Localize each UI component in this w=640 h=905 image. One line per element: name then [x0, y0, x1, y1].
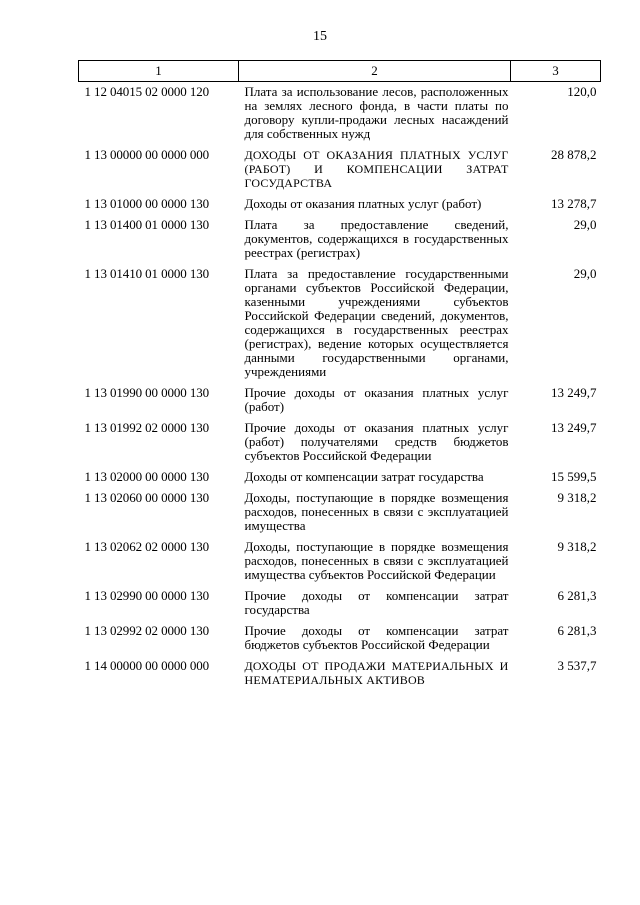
column-header-name: 2	[239, 61, 511, 82]
revenue-code: 1 13 01000 00 0000 130	[84, 196, 210, 211]
table-row	[79, 487, 601, 536]
revenue-code: 1 13 02990 00 0000 130	[84, 588, 210, 603]
revenue-amount: 28 878,2	[551, 147, 597, 162]
table-row	[79, 585, 601, 620]
revenue-name: ДОХОДЫ ОТ ПРОДАЖИ МАТЕРИАЛЬНЫХ И НЕМАТЕРИАЛЬНЫХ АКТИВОВ	[244, 659, 509, 687]
revenue-code: 1 13 02062 02 0000 130	[84, 539, 210, 554]
revenue-code: 1 13 01410 01 0000 130	[84, 266, 210, 281]
revenue-name: Прочие доходы от оказания платных услуг (работ) получателями средств бюджетов субъектов Российской Федерации	[244, 420, 509, 463]
revenue-code: 1 13 00000 00 0000 000	[84, 147, 210, 162]
revenue-code: 1 13 01992 02 0000 130	[84, 420, 210, 435]
revenue-name: Плата за предоставление сведений, документов, содержащихся в государственных реестрах (регистрах)	[244, 217, 509, 260]
table-row	[79, 193, 601, 214]
column-header-code: 1	[79, 61, 239, 82]
revenue-code: 1 13 01990 00 0000 130	[84, 385, 210, 400]
revenue-code: 1 14 00000 00 0000 000	[84, 658, 210, 673]
revenue-amount: 3 537,7	[557, 658, 597, 673]
revenue-name: Прочие доходы от компенсации затрат бюджетов субъектов Российской Федерации	[244, 623, 509, 652]
table-row	[79, 620, 601, 655]
revenue-amount: 13 249,7	[551, 420, 597, 435]
revenue-name: Доходы от компенсации затрат государства	[244, 469, 484, 484]
revenue-name: Прочие доходы от компенсации затрат государства	[244, 588, 509, 617]
revenue-name: Плата за предоставление государственными органами субъектов Российской Федерации, казенными учреждениями субъектов Российской Федерации сведений, документов, содержащихся в государственных реестрах (регистрах), ведение которых осуществляется данными государственными органами, учреждениями	[244, 266, 509, 379]
revenue-amount: 13 249,7	[551, 385, 597, 400]
table-row	[79, 536, 601, 585]
revenue-name: Плата за использование лесов, расположенных на землях лесного фонда, в части платы по договору купли-продажи лесных насаждений для собственных нужд	[244, 84, 509, 141]
revenue-name: Прочие доходы от оказания платных услуг (работ)	[244, 385, 509, 414]
revenue-name: Доходы, поступающие в порядке возмещения расходов, понесенных в связи с эксплуатацией имущества	[244, 490, 509, 533]
table-row	[79, 144, 601, 193]
revenue-code: 1 13 02000 00 0000 130	[84, 469, 210, 484]
table-row	[79, 655, 601, 690]
page-number: 15	[313, 29, 327, 44]
revenue-name: Доходы, поступающие в порядке возмещения расходов, понесенных в связи с эксплуатацией имущества субъектов Российской Федерации	[244, 539, 509, 582]
revenue-code: 1 13 02060 00 0000 130	[84, 490, 210, 505]
revenue-amount: 9 318,2	[557, 539, 597, 554]
table-row	[79, 417, 601, 466]
revenue-amount: 6 281,3	[557, 623, 597, 638]
revenue-amount: 29,0	[573, 266, 597, 281]
revenue-amount: 6 281,3	[557, 588, 597, 603]
revenue-code: 1 13 02992 02 0000 130	[84, 623, 210, 638]
table-row	[79, 214, 601, 263]
revenue-amount: 13 278,7	[551, 196, 597, 211]
table-body	[79, 82, 601, 691]
revenue-name: Доходы от оказания платных услуг (работ)	[244, 196, 482, 211]
revenue-name: ДОХОДЫ ОТ ОКАЗАНИЯ ПЛАТНЫХ УСЛУГ (РАБОТ) И КОМПЕНСАЦИИ ЗАТРАТ ГОСУДАРСТВА	[244, 148, 509, 190]
revenue-code: 1 13 01400 01 0000 130	[84, 217, 210, 232]
table-row	[79, 263, 601, 382]
revenue-amount: 15 599,5	[551, 469, 597, 484]
table-row	[79, 382, 601, 417]
column-header-amount: 3	[511, 61, 601, 82]
table-row	[79, 466, 601, 487]
revenue-amount: 29,0	[573, 217, 597, 232]
revenue-amount: 9 318,2	[557, 490, 597, 505]
table-row	[79, 82, 601, 145]
revenue-code: 1 12 04015 02 0000 120	[84, 84, 210, 99]
revenue-amount: 120,0	[567, 84, 597, 99]
table-header	[79, 61, 601, 82]
budget-revenue-table	[78, 60, 601, 690]
